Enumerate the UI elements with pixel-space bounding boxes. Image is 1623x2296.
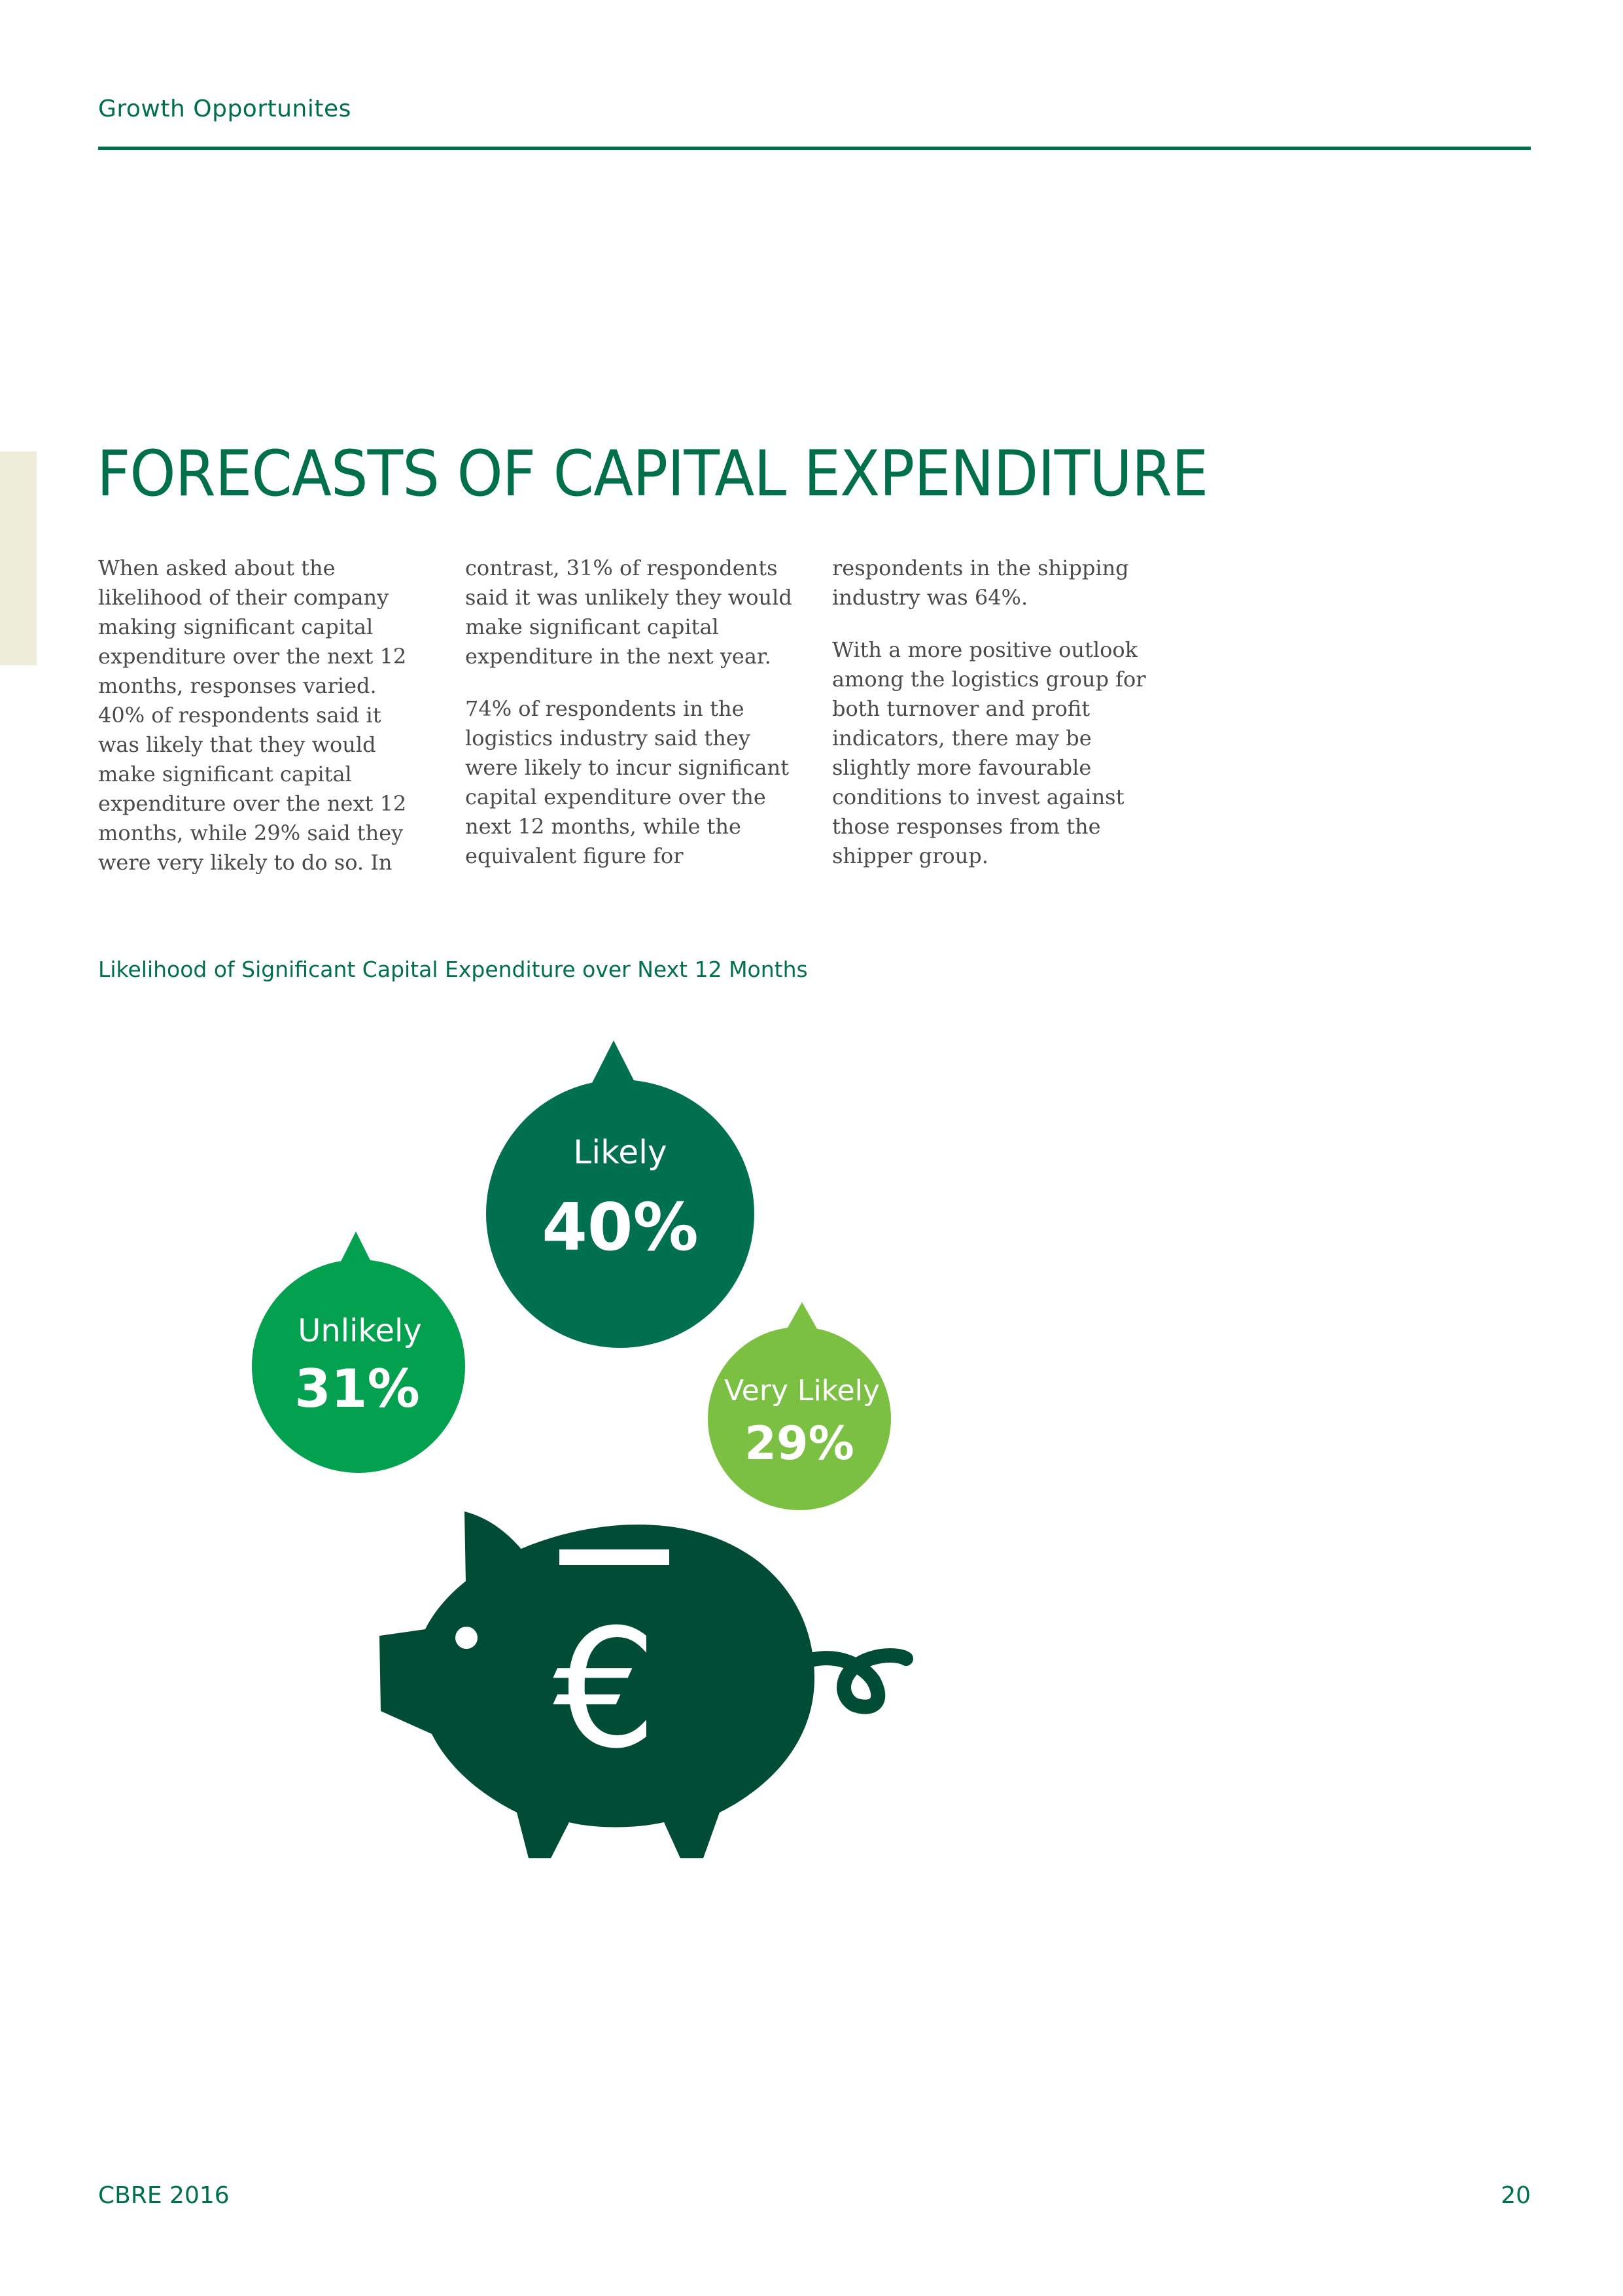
section-label: Growth Opportunites (98, 96, 351, 122)
piggy-tail (805, 1655, 906, 1707)
bubble-likely (486, 1040, 754, 1348)
header-rule (98, 147, 1531, 150)
text-column-2 (465, 554, 792, 894)
bubble-likely-label: Likely (573, 1133, 667, 1171)
bubble-likely-value: 40% (542, 1189, 699, 1265)
bubble-unlikely-label: Unlikely (298, 1313, 422, 1349)
euro-icon: € (553, 1594, 657, 1784)
paragraph: contrast, 31% of respondents said it was unlikely they would make significant capital expenditure in the next year. (465, 556, 792, 669)
bubble-very-likely-value: 29% (744, 1417, 854, 1470)
piggy-bank-icon (379, 1511, 906, 1858)
bubble-unlikely (252, 1231, 465, 1473)
bubble-very-likely (708, 1302, 891, 1510)
paragraph: With a more positive outlook among the logistics group for both turnover and profit indicators, there may be slightly more favourable conditions to invest against those responses from the shipper group. (832, 637, 1146, 868)
page-title: FORECASTS OF CAPITAL EXPENDITURE (97, 437, 1208, 510)
paragraph: When asked about the likelihood of their company making significant capital expenditure over the next 12 months, responses varied. 40% of respondents said it was likely that they would make significant capital expenditure over the next 12 months, while 29% said they were very likely to do so. In (98, 556, 407, 875)
bubble-unlikely-value: 31% (294, 1358, 420, 1419)
coin-slot (559, 1549, 669, 1565)
capex-infographic (0, 1021, 1623, 1884)
side-tab-marker (0, 451, 37, 665)
piggy-eye (455, 1627, 478, 1649)
text-column-3 (832, 554, 1159, 894)
paragraph: 74% of respondents in the logistics industry said they were likely to incur significant capital expenditure over the next 12 months, while the equivalent figure for (465, 696, 789, 868)
text-column-1 (98, 554, 425, 900)
page-number: 20 (1501, 2182, 1531, 2209)
chart-caption: Likelihood of Significant Capital Expenditure over Next 12 Months (98, 957, 808, 982)
paragraph: respondents in the shipping industry was 64%. (832, 556, 1129, 610)
footer-brand-year: CBRE 2016 (98, 2182, 230, 2209)
bubble-very-likely-label: Very Likely (724, 1374, 880, 1407)
